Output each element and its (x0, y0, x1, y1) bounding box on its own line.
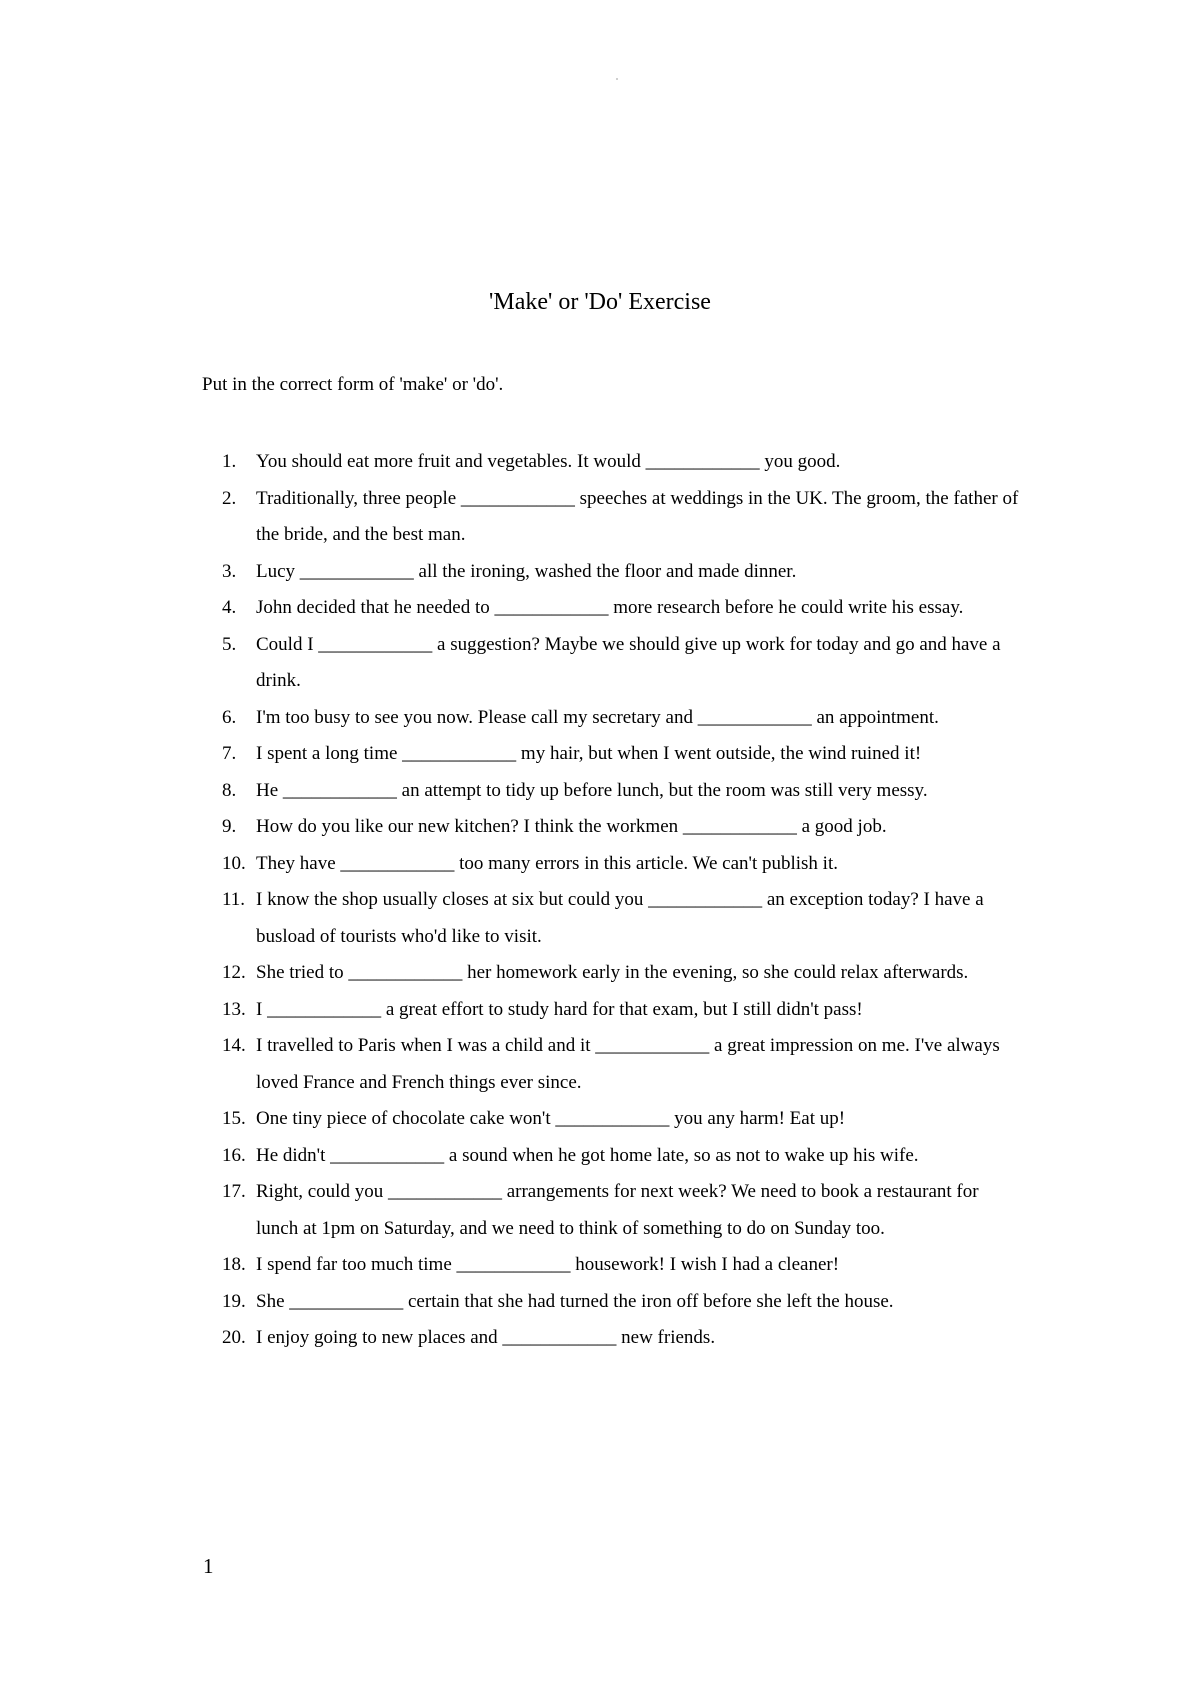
question-number: 3. (222, 560, 237, 582)
question-number: 5. (222, 633, 237, 655)
question-item (222, 554, 1022, 591)
question-number: 9. (222, 816, 237, 837)
question-text: John decided that he needed to ____________ more research before he could write his essay. (256, 597, 964, 618)
question-text: He ____________ an attempt to tidy up before lunch, but the room was still very messy. (256, 779, 928, 801)
question-item (222, 1247, 1022, 1284)
header-mark (616, 78, 618, 80)
question-text: One tiny piece of chocolate cake won't ____________ you any harm! Eat up! (256, 1108, 846, 1129)
question-item (222, 846, 1022, 883)
question-text: Traditionally, three people ____________ speeches at weddings in the UK. The groom, the father of the bride, and the best man. (256, 487, 1019, 545)
question-number: 16. (222, 1144, 246, 1166)
question-item (222, 773, 1022, 810)
question-number: 10. (222, 852, 246, 874)
question-text: I travelled to Paris when I was a child and it ____________ a great impression on me. I've always loved France and French things ever since. (256, 1035, 1000, 1093)
question-number: 14. (222, 1035, 246, 1056)
question-item (222, 627, 1022, 700)
question-text: I know the shop usually closes at six but could you ____________ an exception today? I have a busload of tourists who'd like to visit. (256, 889, 984, 947)
question-item (222, 444, 1022, 481)
question-number: 18. (222, 1254, 246, 1275)
question-text: They have ____________ too many errors in this article. We can't publish it. (256, 852, 838, 874)
instruction-text: Put in the correct form of 'make' or 'do'. (202, 374, 504, 395)
question-number: 19. (222, 1290, 246, 1312)
question-item (222, 736, 1022, 773)
question-number: 6. (222, 706, 237, 728)
question-text: She tried to ____________ her homework early in the evening, so she could relax afterwards. (256, 962, 969, 983)
question-text: I spend far too much time ____________ housework! I wish I had a cleaner! (256, 1254, 840, 1275)
page-number: 1 (203, 1554, 214, 1578)
question-item (222, 1101, 1022, 1138)
question-number: 4. (222, 597, 237, 618)
question-number: 8. (222, 779, 237, 801)
question-text: How do you like our new kitchen? I think the workmen ____________ a good job. (256, 816, 887, 837)
question-number: 12. (222, 962, 246, 983)
question-item (222, 1028, 1022, 1101)
question-text: You should eat more fruit and vegetables. It would ____________ you good. (256, 451, 841, 472)
question-number: 1. (222, 451, 237, 472)
question-list (222, 444, 1022, 1357)
question-text: I spent a long time ____________ my hair, but when I went outside, the wind ruined it! (256, 743, 922, 764)
question-text: Lucy ____________ all the ironing, washed the floor and made dinner. (256, 560, 797, 582)
question-item (222, 955, 1022, 992)
question-text: She ____________ certain that she had turned the iron off before she left the house. (256, 1290, 894, 1312)
question-item (222, 481, 1022, 554)
question-number: 13. (222, 998, 246, 1020)
question-text: He didn't ____________ a sound when he got home late, so as not to wake up his wife. (256, 1144, 919, 1166)
question-number: 15. (222, 1108, 246, 1129)
question-number: 7. (222, 743, 237, 764)
question-item (222, 590, 1022, 627)
question-number: 11. (222, 889, 246, 910)
question-text: Could I ____________ a suggestion? Maybe we should give up work for today and go and have a drink. (256, 633, 1001, 691)
question-text: I'm too busy to see you now. Please call my secretary and ____________ an appointment. (256, 706, 939, 728)
question-item (222, 1174, 1022, 1247)
question-item (222, 809, 1022, 846)
question-item (222, 882, 1022, 955)
question-item (222, 700, 1022, 737)
question-item (222, 992, 1022, 1029)
question-text: I ____________ a great effort to study hard for that exam, but I still didn't pass! (256, 998, 863, 1020)
question-text: I enjoy going to new places and ____________ new friends. (256, 1327, 716, 1348)
question-text: Right, could you ____________ arrangements for next week? We need to book a restaurant for lunch at 1pm on Saturday, and we need to think of something to do on Sunday too. (256, 1181, 979, 1239)
page-title: 'Make' or 'Do' Exercise (489, 289, 711, 315)
question-number: 17. (222, 1181, 246, 1202)
question-number: 20. (222, 1327, 246, 1348)
question-item (222, 1284, 1022, 1321)
question-item (222, 1138, 1022, 1175)
question-item (222, 1320, 1022, 1357)
question-number: 2. (222, 487, 237, 509)
